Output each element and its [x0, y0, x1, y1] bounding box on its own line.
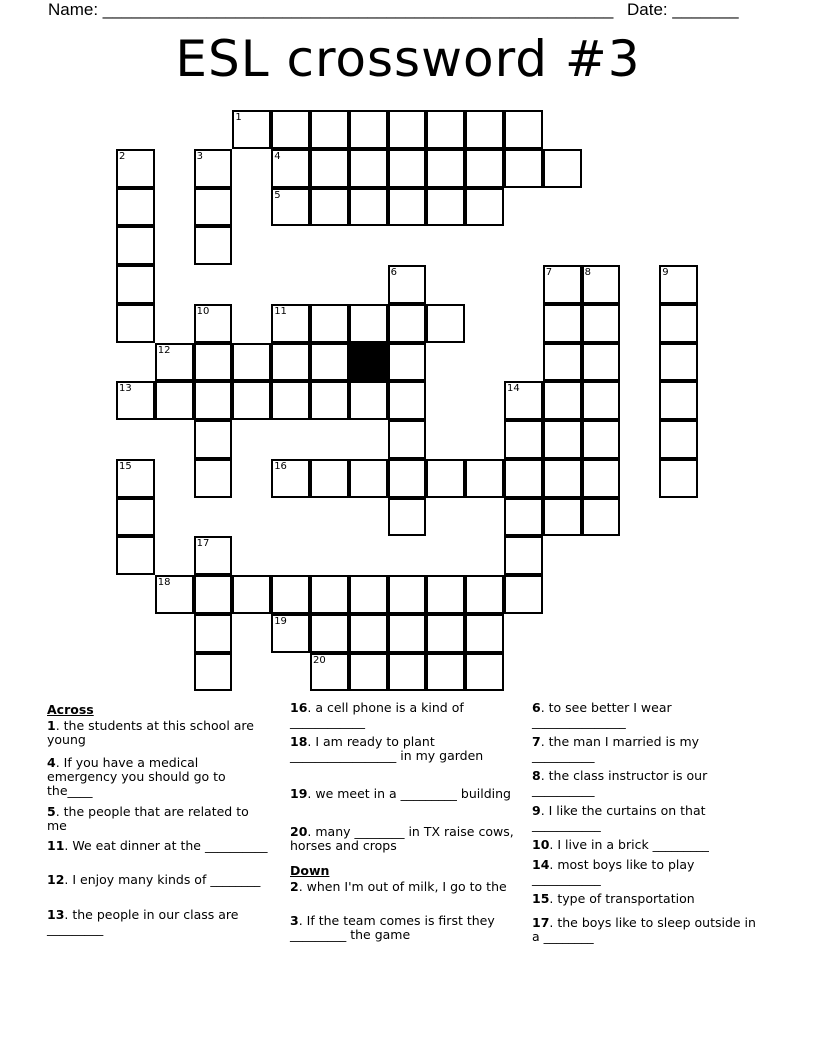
crossword-cell[interactable]	[271, 575, 310, 614]
clue-text: . type of transportation	[549, 891, 695, 906]
across-clue	[47, 873, 272, 887]
crossword-cell[interactable]	[310, 459, 349, 498]
crossword-cell[interactable]	[465, 459, 504, 498]
clue-text: . I live in a brick _________	[549, 837, 709, 852]
crossword-cell[interactable]	[155, 575, 194, 614]
crossword-cell[interactable]	[465, 149, 504, 188]
down-clue	[290, 880, 515, 894]
crossword-cell[interactable]	[659, 343, 698, 382]
crossword-cell[interactable]	[232, 575, 271, 614]
across-clue	[47, 805, 272, 833]
cell-number: 16	[274, 460, 287, 472]
clue-number: 3	[290, 913, 299, 928]
across-clue	[290, 701, 515, 729]
crossword-cell[interactable]	[116, 265, 155, 304]
crossword-cell[interactable]	[465, 575, 504, 614]
crossword-cell[interactable]	[194, 304, 233, 343]
down-clue	[532, 804, 757, 832]
crossword-cell[interactable]	[310, 188, 349, 227]
crossword-cell[interactable]	[194, 653, 233, 692]
crossword-cell[interactable]	[388, 149, 427, 188]
crossword-cell[interactable]	[426, 459, 465, 498]
crossword-cell[interactable]	[388, 614, 427, 653]
crossword-cell[interactable]	[543, 265, 582, 304]
clue-text: . We eat dinner at the __________	[64, 838, 268, 853]
crossword-cell[interactable]	[271, 149, 310, 188]
crossword-cell[interactable]	[116, 381, 155, 420]
cell-number: 10	[196, 305, 210, 317]
crossword-cell[interactable]	[659, 265, 698, 304]
crossword-cell[interactable]	[388, 653, 427, 692]
crossword-cell[interactable]	[504, 149, 543, 188]
crossword-cell[interactable]	[543, 459, 582, 498]
crossword-cell[interactable]	[426, 614, 465, 653]
clue-number: 4	[47, 755, 56, 770]
crossword-cell[interactable]	[504, 110, 543, 149]
crossword-cell[interactable]	[582, 459, 621, 498]
crossword-cell[interactable]	[194, 575, 233, 614]
cell-number: 3	[196, 150, 203, 162]
cell-number: 8	[584, 267, 591, 278]
cell-number: 1	[235, 112, 242, 123]
clue-text: . I am ready to plant _________________ in my garden	[290, 734, 484, 763]
crossword-cell[interactable]	[504, 498, 543, 537]
date-field-label: Date: _______	[627, 0, 739, 19]
clue-text: . to see better I wear _______________	[532, 700, 672, 729]
crossword-cell[interactable]	[116, 498, 155, 537]
crossword-cell[interactable]	[271, 381, 310, 420]
crossword-cell[interactable]	[310, 149, 349, 188]
crossword-cell[interactable]	[543, 498, 582, 537]
cell-number: 7	[545, 267, 553, 278]
crossword-cell[interactable]	[582, 265, 621, 304]
down-clue	[532, 892, 757, 906]
crossword-cell[interactable]	[349, 149, 388, 188]
cell-number: 5	[274, 189, 281, 201]
crossword-cell[interactable]	[659, 420, 698, 459]
crossword-cell[interactable]	[194, 459, 233, 498]
cell-number: 9	[662, 267, 669, 278]
crossword-cell[interactable]	[271, 614, 310, 653]
clue-number: 6	[532, 700, 541, 715]
crossword-cell[interactable]	[426, 653, 465, 692]
across-clue	[47, 756, 272, 798]
crossword-cell[interactable]	[426, 110, 465, 149]
clue-number: 10	[532, 837, 550, 852]
crossword-cell[interactable]	[349, 459, 388, 498]
crossword-cell[interactable]	[426, 149, 465, 188]
crossword-cell[interactable]	[504, 536, 543, 575]
clue-text: . I like the curtains on that ___________	[532, 803, 706, 832]
down-clue	[532, 858, 757, 886]
crossword-cell[interactable]	[426, 575, 465, 614]
crossword-cell[interactable]	[465, 188, 504, 227]
crossword-cell[interactable]	[194, 614, 233, 653]
crossword-cell[interactable]	[310, 575, 349, 614]
across-clue	[290, 735, 515, 763]
clue-text: . when I'm out of milk, I go to the	[298, 879, 507, 894]
crossword-cell[interactable]	[504, 381, 543, 420]
across-clue	[290, 787, 515, 801]
clue-text: . the boys like to sleep outside in a ________	[532, 915, 756, 944]
clue-number: 5	[47, 804, 56, 819]
clue-text: . many ________ in TX raise cows, horses and crops	[290, 824, 514, 853]
crossword-cell[interactable]	[116, 226, 155, 265]
cell-number: 20	[313, 654, 326, 666]
cell-number: 11	[274, 305, 287, 317]
cell-number: 6	[390, 267, 397, 278]
crossword-cell[interactable]	[310, 110, 349, 149]
crossword-cell[interactable]	[582, 420, 621, 459]
crossword-cell[interactable]	[232, 343, 271, 382]
crossword-cell[interactable]	[659, 459, 698, 498]
down-clue	[532, 701, 757, 729]
clue-text: . the students at this school are young	[47, 718, 254, 747]
crossword-cell[interactable]	[388, 343, 427, 382]
crossword-cell[interactable]	[388, 381, 427, 420]
clue-number: 16	[290, 700, 308, 715]
crossword-cell[interactable]	[194, 149, 233, 188]
down-clue	[290, 914, 515, 942]
crossword-cell[interactable]	[271, 110, 310, 149]
crossword-cell[interactable]	[659, 304, 698, 343]
crossword-cell[interactable]	[155, 381, 194, 420]
crossword-cell[interactable]	[116, 304, 155, 343]
across-clue	[47, 839, 272, 853]
clue-number: 11	[47, 838, 65, 853]
cell-number: 18	[157, 577, 171, 588]
cell-number: 2	[119, 150, 126, 162]
crossword-cell[interactable]	[271, 188, 310, 227]
crossword-cell[interactable]	[310, 381, 349, 420]
crossword-cell[interactable]	[504, 459, 543, 498]
clue-text: . If the team comes is first they _________ the game	[290, 913, 495, 942]
cell-number: 12	[157, 344, 171, 356]
crossword-cell[interactable]	[116, 188, 155, 227]
cell-number: 15	[119, 460, 132, 472]
clue-text: . the people in our class are _________	[47, 907, 239, 936]
crossword-cell[interactable]	[659, 381, 698, 420]
clue-text: . the people that are related to me	[47, 804, 249, 833]
crossword-cell[interactable]	[426, 304, 465, 343]
crossword-cell[interactable]	[349, 614, 388, 653]
crossword-cell[interactable]	[388, 188, 427, 227]
down-clue	[532, 769, 757, 797]
crossword-cell[interactable]	[349, 110, 388, 149]
clue-number: 13	[47, 907, 65, 922]
cell-number: 19	[274, 615, 287, 627]
crossword-cell[interactable]	[194, 188, 233, 227]
crossword-cell[interactable]	[271, 343, 310, 382]
clue-number: 8	[532, 768, 541, 783]
crossword-cell[interactable]	[543, 420, 582, 459]
clue-number: 7	[532, 734, 541, 749]
clue-number: 18	[290, 734, 308, 749]
clue-text: . the man I married is my __________	[532, 734, 700, 763]
cell-number: 14	[507, 383, 520, 395]
crossword-cell[interactable]	[582, 498, 621, 537]
clue-number: 17	[532, 915, 550, 930]
across-heading: Across	[47, 702, 94, 717]
crossword-cell[interactable]	[232, 110, 271, 149]
crossword-cell[interactable]	[349, 653, 388, 692]
crossword-cell[interactable]	[194, 536, 233, 575]
crossword-cell[interactable]	[194, 420, 233, 459]
across-clue	[47, 908, 272, 936]
crossword-cell[interactable]	[310, 614, 349, 653]
clue-text: . I enjoy many kinds of ________	[64, 872, 261, 887]
crossword-cell[interactable]	[116, 149, 155, 188]
clue-number: 2	[290, 879, 299, 894]
crossword-cell[interactable]	[582, 343, 621, 382]
black-cell	[349, 343, 388, 382]
crossword-cell[interactable]	[388, 265, 427, 304]
clue-text: . a cell phone is a kind of ____________	[290, 700, 464, 729]
clue-number: 14	[532, 857, 550, 872]
crossword-cell[interactable]	[388, 110, 427, 149]
crossword-cell[interactable]	[543, 343, 582, 382]
across-clue	[47, 719, 272, 747]
down-heading: Down	[290, 863, 330, 878]
clue-number: 20	[290, 824, 308, 839]
crossword-cell[interactable]	[426, 188, 465, 227]
cell-number: 4	[274, 150, 281, 162]
crossword-cell[interactable]	[271, 459, 310, 498]
down-clue	[532, 735, 757, 763]
crossword-cell[interactable]	[465, 110, 504, 149]
clue-number: 19	[290, 786, 308, 801]
clue-number: 1	[47, 718, 56, 733]
crossword-cell[interactable]	[388, 420, 427, 459]
crossword-cell[interactable]	[349, 304, 388, 343]
page-title: ESL crossword #3	[175, 30, 641, 88]
crossword-cell[interactable]	[504, 575, 543, 614]
crossword-cell[interactable]	[116, 536, 155, 575]
crossword-cell[interactable]	[582, 304, 621, 343]
clue-text: . the class instructor is our __________	[532, 768, 708, 797]
crossword-cell[interactable]	[232, 381, 271, 420]
crossword-cell[interactable]	[194, 381, 233, 420]
crossword-cell[interactable]	[465, 653, 504, 692]
crossword-cell[interactable]	[388, 575, 427, 614]
crossword-cell[interactable]	[116, 459, 155, 498]
crossword-cell[interactable]	[310, 343, 349, 382]
crossword-cell[interactable]	[388, 498, 427, 537]
crossword-cell[interactable]	[310, 304, 349, 343]
cell-number: 17	[196, 538, 210, 550]
crossword-cell[interactable]	[543, 304, 582, 343]
cell-number: 13	[119, 383, 132, 395]
crossword-cell[interactable]	[194, 343, 233, 382]
crossword-cell[interactable]	[349, 381, 388, 420]
crossword-cell[interactable]	[155, 343, 194, 382]
clue-text: . we meet in a _________ building	[307, 786, 511, 801]
crossword-cell[interactable]	[349, 188, 388, 227]
crossword-cell[interactable]	[271, 304, 310, 343]
clue-number: 15	[532, 891, 550, 906]
clue-text: . most boys like to play ___________	[532, 857, 695, 886]
crossword-cell[interactable]	[388, 304, 427, 343]
crossword-cell[interactable]	[543, 381, 582, 420]
crossword-cell[interactable]	[543, 149, 582, 188]
down-clue	[532, 838, 757, 852]
crossword-cell[interactable]	[465, 614, 504, 653]
clue-number: 12	[47, 872, 65, 887]
crossword-cell[interactable]	[310, 653, 349, 692]
crossword-cell[interactable]	[582, 381, 621, 420]
clue-number: 9	[532, 803, 541, 818]
name-field-label: Name: ______________________________________________________	[48, 0, 614, 19]
crossword-cell[interactable]	[194, 226, 233, 265]
down-clue	[532, 916, 757, 944]
crossword-cell[interactable]	[504, 420, 543, 459]
clue-text: . If you have a medical emergency you should go to the____	[47, 755, 226, 798]
crossword-cell[interactable]	[388, 459, 427, 498]
across-clue	[290, 825, 515, 853]
crossword-cell[interactable]	[349, 575, 388, 614]
